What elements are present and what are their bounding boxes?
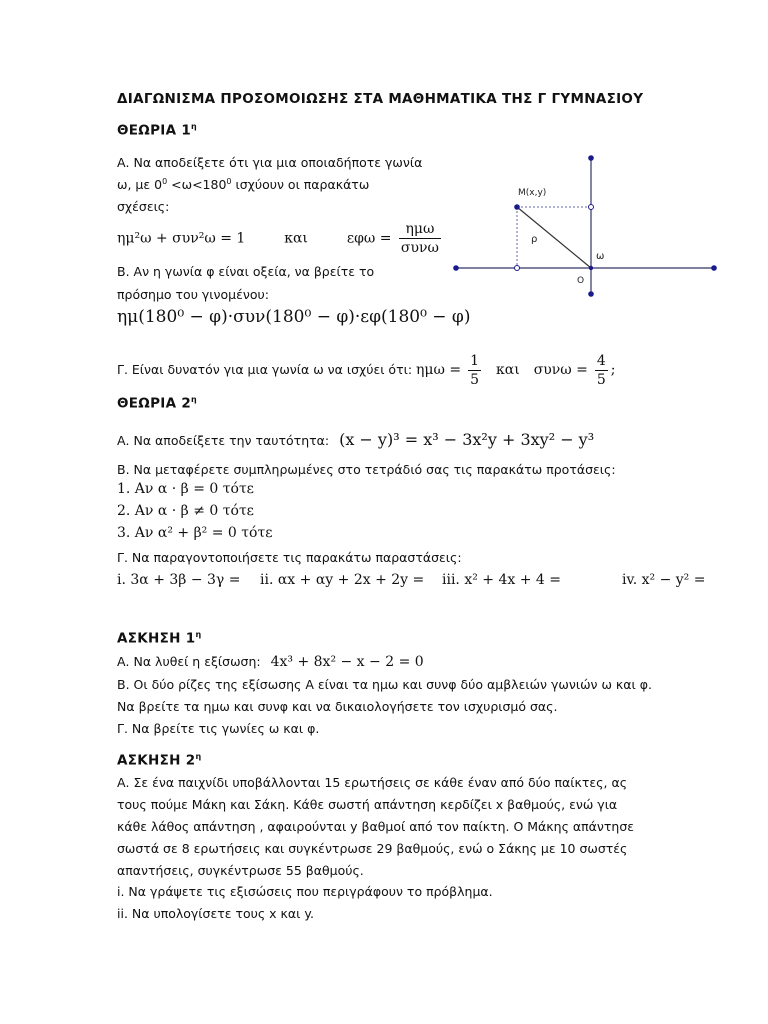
theory2-a-text: Α. Να αποδείξετε την ταυτότητα: bbox=[117, 433, 330, 448]
exercise2-heading-text: ΑΣΚΗΣΗ 2 bbox=[117, 752, 196, 769]
theory1-heading bbox=[117, 122, 197, 139]
theory2-c-text: Γ. Να παραγοντοποιήσετε τις παρακάτω παραστάσεις: bbox=[117, 550, 462, 565]
theory2-item3: 3. Αν α² + β² = 0 τότε bbox=[117, 525, 273, 541]
theory2-item2: 2. Αν α · β ≠ 0 τότε bbox=[117, 503, 254, 519]
exercise2-line: ii. Να υπολογίσετε τους x και y. bbox=[117, 906, 314, 921]
theory1-c-line bbox=[117, 353, 616, 388]
exercise1-heading-text: ΑΣΚΗΣΗ 1 bbox=[117, 630, 196, 647]
theory2-heading bbox=[117, 395, 197, 412]
c-frac1-num: 1 bbox=[470, 353, 480, 369]
theory1-b-line2: πρόσημο του γινομένου: bbox=[117, 287, 269, 302]
point-m bbox=[514, 204, 520, 210]
exercise1-heading-sup: η bbox=[195, 630, 202, 639]
identity-cube: (x − y)³ = x³ − 3x²y + 3xy² − y³ bbox=[339, 430, 595, 449]
label-m: M(x,y) bbox=[518, 188, 547, 198]
theory1-a-sup1: 0 bbox=[162, 177, 168, 186]
point-x-right bbox=[711, 265, 717, 271]
page-title: ΔΙΑΓΩΝΙΣΜΑ ΠΡΟΣΟΜΟΙΩΣΗΣ ΣΤΑ ΜΑΘΗΜΑΤΙΚΑ ΤΗΣ Γ ΓΥΜΝΑΣΙΟΥ bbox=[117, 91, 644, 107]
point-y-top bbox=[588, 155, 594, 161]
c-frac2 bbox=[595, 353, 608, 388]
factor-expr-ii: ii. αx + αy + 2x + 2y = bbox=[260, 572, 425, 588]
exercise1-a-line bbox=[117, 654, 424, 670]
exercise1-heading bbox=[117, 630, 201, 647]
c-frac1-den: 5 bbox=[470, 372, 480, 388]
identity-left: ημ²ω + συν²ω = 1 bbox=[117, 230, 246, 247]
exercise2-line: σωστά σε 8 ερωτήσεις και συγκέντρωσε 29 βαθμούς, ενώ ο Σάκης με 10 σωστές bbox=[117, 841, 628, 856]
exercise1-b-line1: Β. Οι δύο ρίζες της εξίσωσης Α είναι τα ημω και συνφ δύο αμβλειών γωνιών ω και φ. bbox=[117, 677, 652, 692]
theory1-a-line2-mid: <ω<180 bbox=[167, 177, 227, 193]
unit-circle-diagram bbox=[450, 150, 720, 300]
c-frac1 bbox=[468, 353, 481, 388]
theory2-b-text: Β. Να μεταφέρετε συμπληρωμένες στο τετράδιό σας τις παρακάτω προτάσεις: bbox=[117, 462, 616, 477]
theory2-item1: 1. Αν α · β = 0 τότε bbox=[117, 481, 254, 497]
point-x-projection bbox=[515, 266, 520, 271]
identity-kai: και bbox=[284, 230, 308, 247]
identity-frac-den: συνω bbox=[400, 240, 439, 256]
identity-formula bbox=[117, 221, 444, 256]
theory1-heading-text: ΘΕΩΡΙΑ 1 bbox=[117, 122, 192, 139]
theory1-a-line2-post: ισχύουν οι παρακάτω bbox=[231, 177, 370, 193]
theory1-a-line3: σχέσεις: bbox=[117, 199, 170, 214]
identity-fraction bbox=[399, 221, 441, 256]
c-frac2-num: 4 bbox=[596, 353, 606, 369]
point-y-projection bbox=[589, 205, 594, 210]
exercise2-line: απαντήσεις, συγκέντρωσε 55 βαθμούς. bbox=[117, 863, 364, 878]
factor-expr-iv: iv. x² − y² = bbox=[622, 572, 706, 588]
factor-expr-iii: iii. x² + 4x + 4 = bbox=[442, 572, 561, 588]
radius-segment bbox=[517, 207, 591, 268]
theory2-heading-sup: η bbox=[191, 395, 198, 404]
theory1-a-sup2: 0 bbox=[226, 177, 232, 186]
point-y-bottom bbox=[588, 291, 594, 297]
point-x-left bbox=[453, 265, 459, 271]
exercise2-heading bbox=[117, 752, 201, 769]
exercise2-line: Α. Σε ένα παιχνίδι υποβάλλονται 15 ερωτήσεις σε κάθε έναν από δύο παίκτες, ας bbox=[117, 775, 628, 790]
theory1-heading-sup: η bbox=[191, 122, 198, 131]
product-expression: ημ(180⁰ − φ)·συν(180⁰ − φ)·εφ(180⁰ − φ) bbox=[117, 307, 471, 327]
point-origin bbox=[589, 266, 593, 270]
theory1-a-line2 bbox=[117, 177, 369, 192]
identity-eph: εφω = bbox=[346, 230, 392, 247]
theory2-a-line bbox=[117, 430, 594, 449]
theory2-heading-text: ΘΕΩΡΙΑ 2 bbox=[117, 395, 192, 412]
exercise1-equation: 4x³ + 8x² − x − 2 = 0 bbox=[270, 654, 424, 670]
theory1-a-line2-pre: ω, με 0 bbox=[117, 177, 163, 193]
exercise2-line: i. Να γράψετε τις εξισώσεις που περιγράφουν το πρόβλημα. bbox=[117, 884, 493, 899]
label-rho: ρ bbox=[531, 234, 538, 245]
exercise1-a-text: Α. Να λυθεί η εξίσωση: bbox=[117, 654, 261, 669]
label-origin: O bbox=[577, 276, 585, 286]
factor-expr-i: i. 3α + 3β − 3γ = bbox=[117, 572, 241, 588]
exercise2-heading-sup: η bbox=[195, 752, 202, 761]
c-hmw: ημω = bbox=[416, 362, 462, 378]
c-frac2-den: 5 bbox=[596, 372, 606, 388]
identity-frac-num: ημω bbox=[399, 221, 441, 239]
c-synw: συνω = bbox=[533, 362, 588, 378]
exercise1-c-text: Γ. Να βρείτε τις γωνίες ω και φ. bbox=[117, 721, 320, 736]
label-omega: ω bbox=[596, 251, 605, 262]
theory1-c-text: Γ. Είναι δυνατόν για μια γωνία ω να ισχύει ότι: bbox=[117, 362, 413, 377]
c-kai: και bbox=[496, 362, 520, 378]
theory1-b-line1: Β. Αν η γωνία φ είναι οξεία, να βρείτε το bbox=[117, 264, 375, 279]
exercise2-line: τους πούμε Μάκη και Σάκη. Κάθε σωστή απάντηση κερδίζει x βαθμούς, ενώ για bbox=[117, 797, 618, 812]
exercise1-b-line2: Να βρείτε τα ημω και συνφ και να δικαιολογήσετε τον ισχυρισμό σας. bbox=[117, 699, 558, 714]
exercise2-line: κάθε λάθος απάντηση , αφαιρούνται y βαθμοί από τον παίκτη. Ο Μάκης απάντησε bbox=[117, 819, 635, 834]
theory1-a-line1: Α. Να αποδείξετε ότι για μια οποιαδήποτε γωνία bbox=[117, 155, 423, 170]
c-end: ; bbox=[610, 362, 616, 378]
